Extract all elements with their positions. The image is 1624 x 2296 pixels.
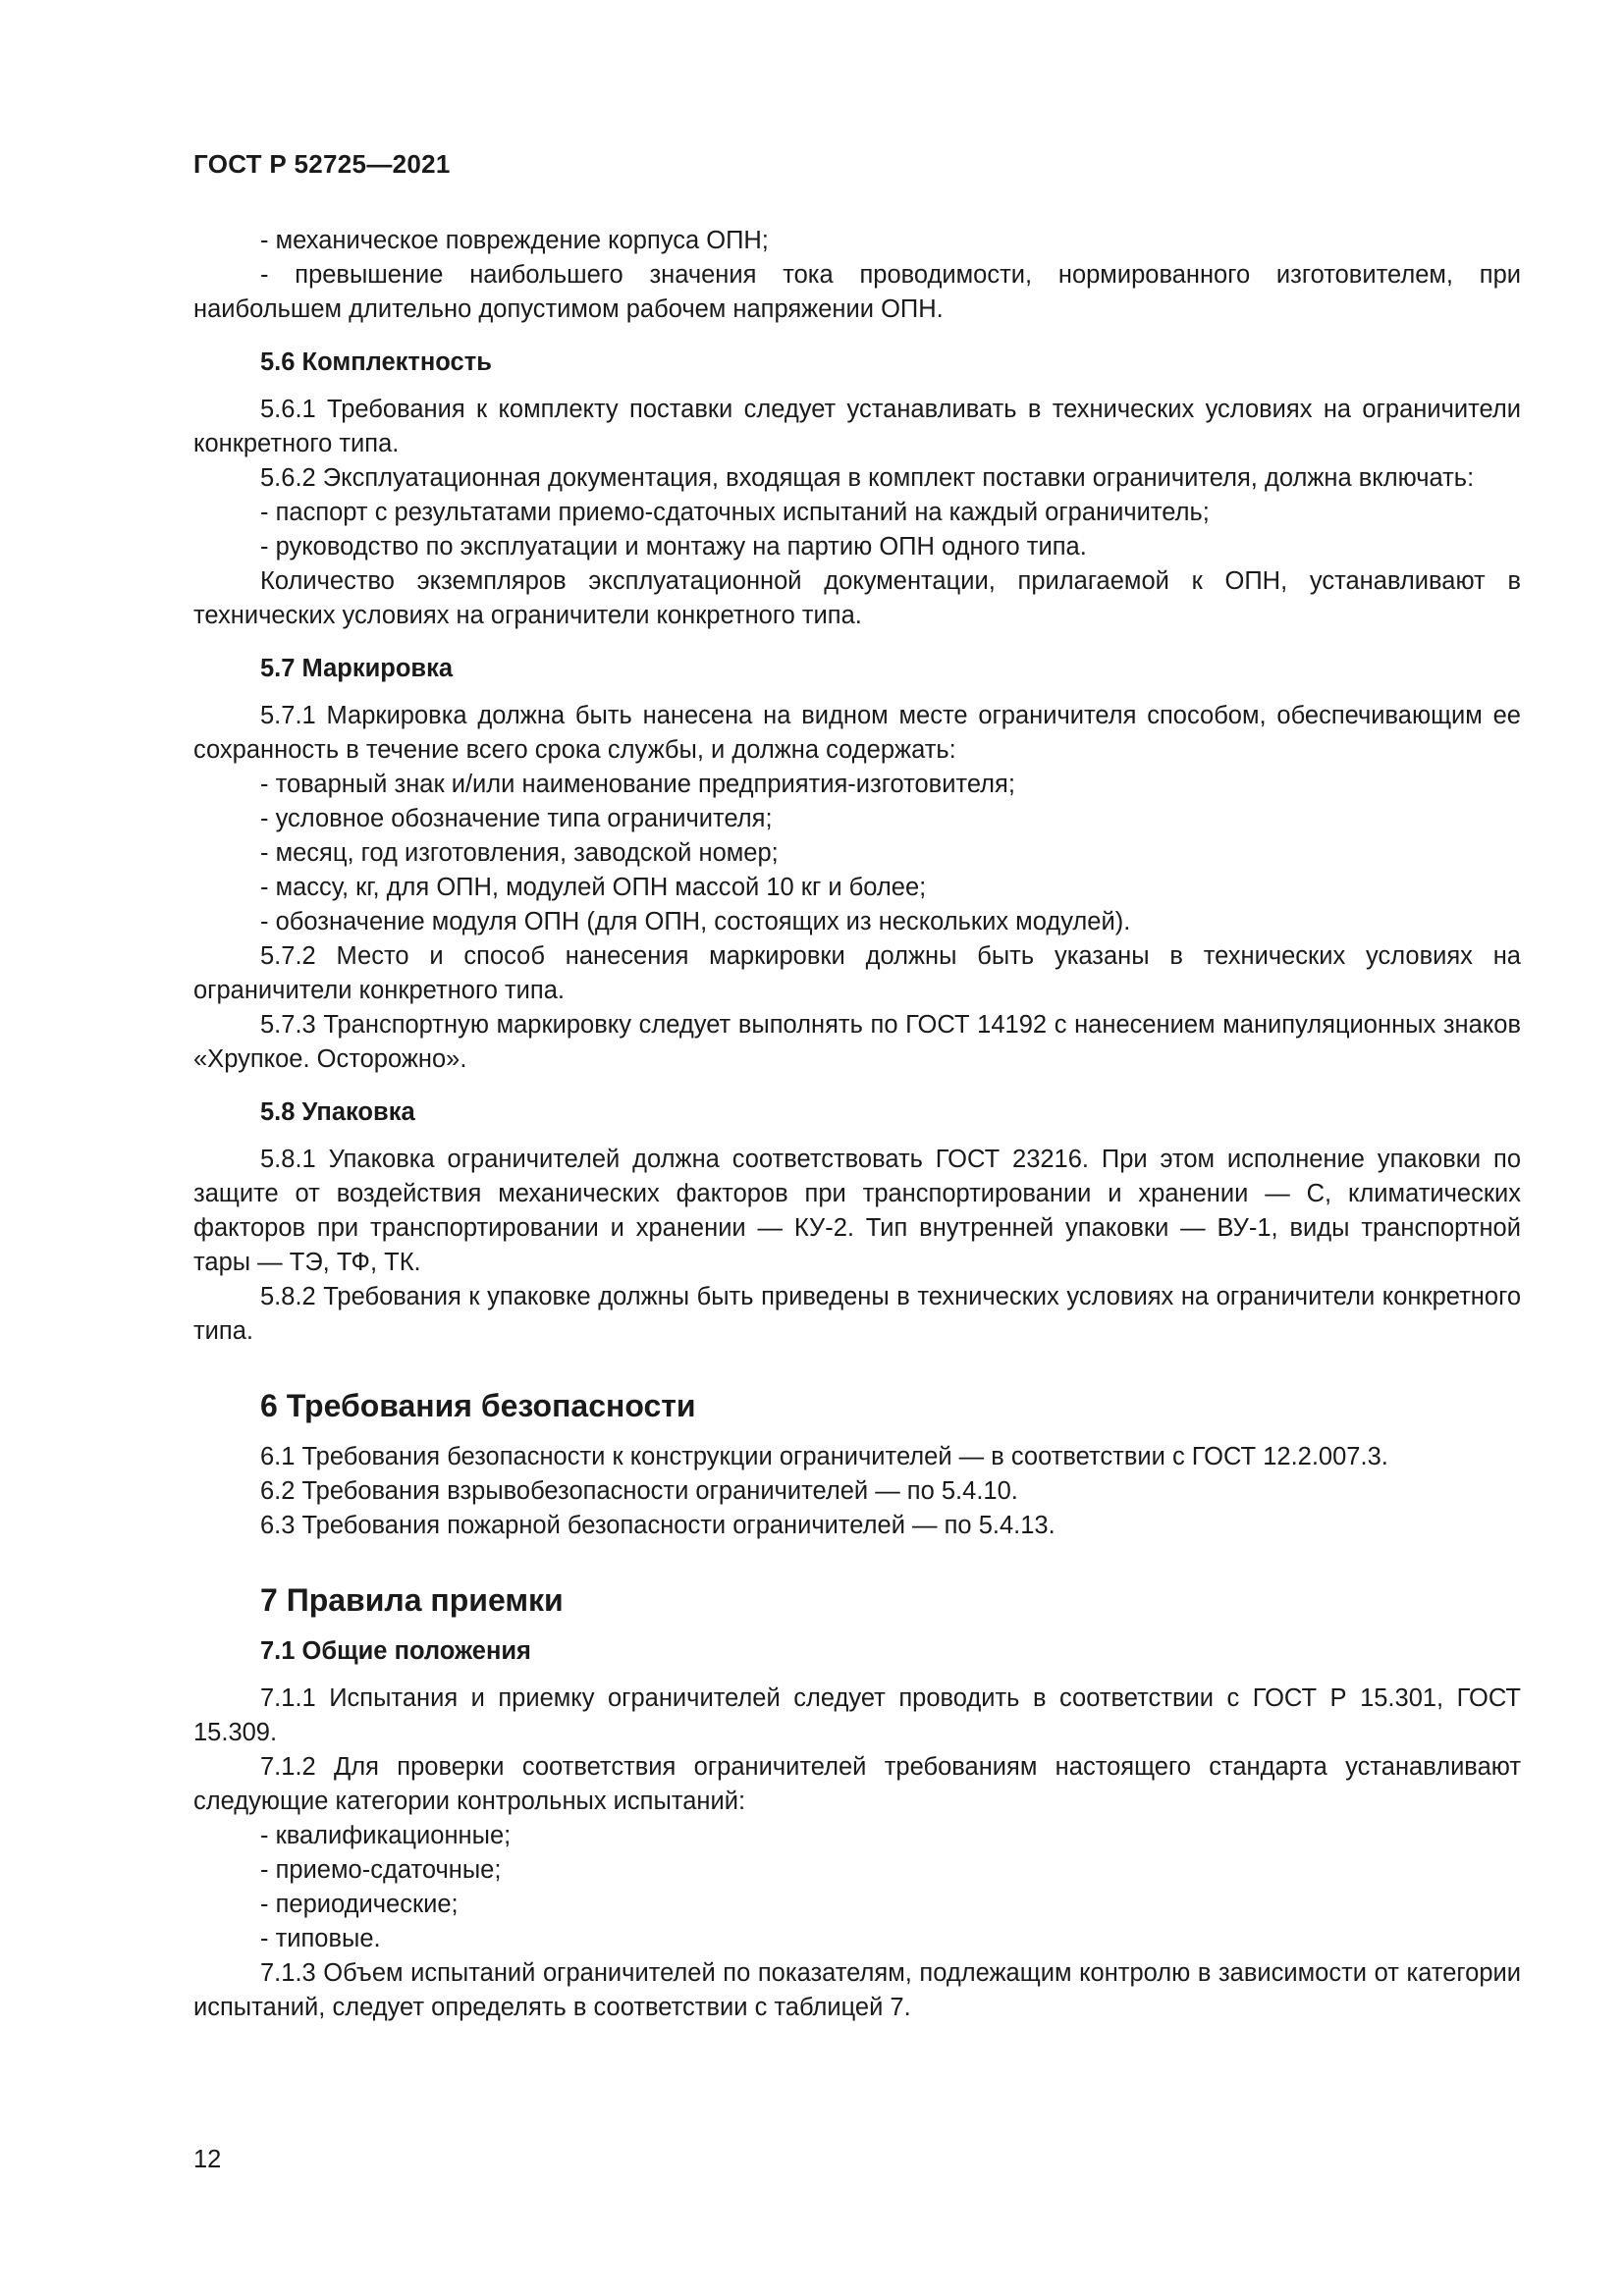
list-item: - паспорт с результатами приемо-сдаточных испытаний на каждый ограничитель; (260, 499, 1210, 526)
paragraph: 5.6.2 Эксплуатационная документация, входящая в комплект поставки ограничителя, должна включать: (260, 464, 1475, 492)
section-heading: 5.6 Комплектность (260, 348, 492, 376)
list-item: 6.3 Требования пожарной безопасности ограничителей — по 5.4.13. (260, 1512, 1056, 1539)
list-item: - механическое повреждение корпуса ОПН; (260, 227, 769, 254)
chapter-heading: 7 Правила приемки (260, 1582, 564, 1618)
paragraph: 5.7.1 Маркировка должна быть нанесена на видном месте ограничителя способом, обеспечивающим ее сохранность в течение всего срока службы, и должна содержать: (193, 702, 1521, 764)
list-item: - массу, кг, для ОПН, модулей ОПН массой 10 кг и более; (260, 874, 927, 901)
paragraph: Количество экземпляров эксплуатационной документации, прилагаемой к ОПН, устанавливают в технических условиях на ограничители конкретного типа. (193, 567, 1521, 629)
list-item: - периодические; (260, 1891, 459, 1918)
list-item: - руководство по эксплуатации и монтажу на партию ОПН одного типа. (260, 533, 1087, 561)
list-item: - условное обозначение типа ограничителя; (260, 805, 773, 832)
list-item: - обозначение модуля ОПН (для ОПН, состоящих из нескольких модулей). (260, 908, 1131, 935)
paragraph: 7.1.1 Испытания и приемку ограничителей следует проводить в соответствии с ГОСТ Р 15.301, ГОСТ 15.309. (193, 1684, 1521, 1746)
list-item: - товарный знак и/или наименование предприятия-изготовителя; (260, 771, 1015, 798)
list-item: - квалификационные; (260, 1822, 512, 1849)
document-body (193, 224, 1521, 2025)
list-item: - месяц, год изготовления, заводской номер; (260, 839, 779, 867)
section-heading: 5.7 Маркировка (260, 655, 454, 682)
paragraph: 5.8.1 Упаковка ограничителей должна соответствовать ГОСТ 23216. При этом исполнение упаковки по защите от воздействия механических факторов при транспортировании и хранении — С, климатических факторов при транспортировании и хранении — КУ-2. Тип внутренней упаковки — ВУ-1, виды транспортной тары — ТЭ, ТФ, ТК. (193, 1146, 1521, 1276)
paragraph: - превышение наибольшего значения тока проводимости, нормированного изготовителем, при наибольшем длительно допустимом рабочем напряжении ОПН. (193, 261, 1521, 323)
paragraph: 5.7.2 Место и способ нанесения маркировки должны быть указаны в технических условиях на ограничители конкретного типа. (193, 942, 1521, 1004)
page-number: 12 (193, 2146, 222, 2173)
section-heading: 7.1 Общие положения (260, 1637, 531, 1665)
section-heading: 5.8 Упаковка (260, 1098, 415, 1126)
chapter-heading: 6 Требования безопасности (260, 1388, 696, 1423)
paragraph: 7.1.2 Для проверки соответствия ограничителей требованиям настоящего стандарта устанавливают следующие категории контрольных испытаний: (193, 1753, 1521, 1815)
paragraph: 5.8.2 Требования к упаковке должны быть приведены в технических условиях на ограничители конкретного типа. (193, 1283, 1521, 1345)
list-item: - приемо-сдаточные; (260, 1856, 502, 1884)
document-header: ГОСТ Р 52725—2021 (193, 149, 451, 179)
paragraph: 5.6.1 Требования к комплекту поставки следует устанавливать в технических условиях на ограничители конкретного типа. (193, 396, 1521, 457)
list-item: 6.1 Требования безопасности к конструкции ограничителей — в соответствии с ГОСТ 12.2.007.3. (260, 1443, 1388, 1470)
list-item: 6.2 Требования взрывобезопасности ограничителей — по 5.4.10. (260, 1477, 1018, 1505)
list-item: - типовые. (260, 1925, 381, 1952)
paragraph: 5.7.3 Транспортную маркировку следует выполнять по ГОСТ 14192 с нанесением манипуляционных знаков «Хрупкое. Осторожно». (193, 1011, 1521, 1073)
paragraph: 7.1.3 Объем испытаний ограничителей по показателям, подлежащим контролю в зависимости от категории испытаний, следует определять в соответствии с таблицей 7. (193, 1959, 1521, 2021)
